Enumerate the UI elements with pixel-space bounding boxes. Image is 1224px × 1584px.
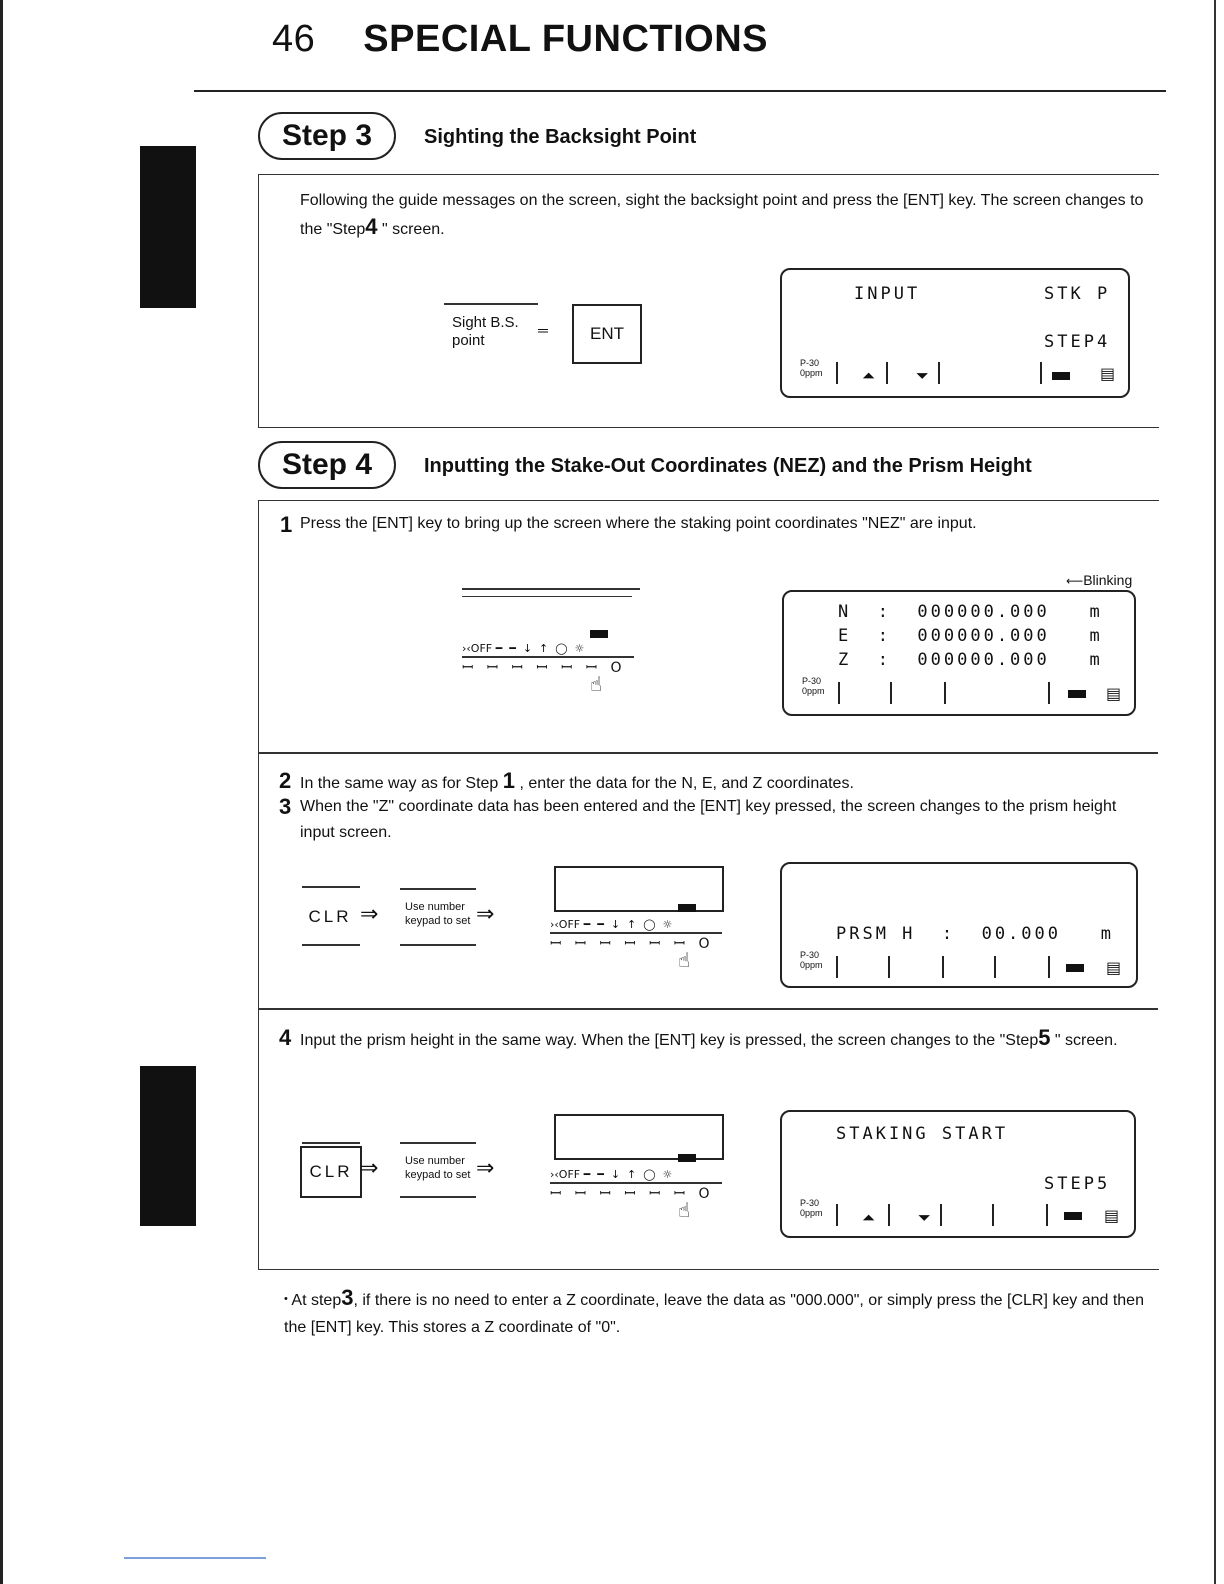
hand-pointer-icon: ☝ [678,1198,691,1222]
ent-indicator-icon [1066,964,1084,972]
hand-pointer-icon: ☝ [678,948,691,972]
lcd-step3-status: P-30 0ppm [800,358,823,378]
lcd-staking-start [780,1110,1136,1238]
lcd-divider [886,362,888,384]
keypad-label-row: ›‹OFF ━ ━ ↓ ↑ ◯ ☼ [550,918,673,931]
arrow-right-icon: ⇒ [360,902,379,927]
hand-pointer-icon: ☝ [590,672,603,696]
keypad-label-row: ›‹OFF ━ ━ ↓ ↑ ◯ ☼ [462,642,585,655]
lcd-divider [938,362,940,384]
sight-label-rule-top [444,303,538,305]
page-title [272,18,768,61]
battery-icon: ▤ [1104,1206,1120,1225]
item1-number: 1 [280,512,293,537]
clr-key[interactable]: CLR [308,907,352,926]
battery-icon: ▤ [1106,684,1122,703]
lcd-divider [1040,362,1042,384]
ent-key[interactable]: ENT [572,304,642,364]
item2-text: In the same way as for Step 1 , enter the data for the N, E, and Z coordinates. [300,768,854,793]
lcd-staking-line2: STEP5 [1044,1174,1111,1194]
battery-icon: ▤ [1106,958,1122,977]
ent-indicator-icon [678,904,696,912]
keypad-hint: Use number keypad to set [405,901,471,927]
keypad-keys: ꟷ ꟷ ꟷ ꟷ ꟷ ꟷ O [550,936,710,952]
header-rule [194,90,1166,92]
ent-indicator-icon [590,630,608,638]
footnote: • At step3, if there is no need to enter a Z coordinate, leave the data as "000.000", or simply press the [CLR] key and then the [ENT] key. This stores a Z coordinate of "0". [284,1285,1144,1336]
step3-badge: Step 3 [258,112,396,160]
keypad-panel-3 [550,1108,728,1220]
page-right-edge [1214,0,1216,1584]
up-arrow-icon: ⏶ [862,366,875,385]
blinking-label: ⟵Blinking [1066,572,1133,588]
step4-badge: Step 4 [258,441,396,489]
item2-number: 2 [279,768,292,793]
thumb-tab-upper [140,146,196,308]
page-left-edge [0,0,3,1584]
lcd-prism-height [780,862,1138,988]
lcd-nez-status: P-30 0ppm [802,676,825,696]
ent-indicator-icon [1052,372,1070,380]
page-number: 46 [272,18,316,60]
keypad-panel-1 [462,588,640,696]
keypad-keys: ꟷ ꟷ ꟷ ꟷ ꟷ ꟷ O [462,660,622,676]
keypad-label-row: ›‹OFF ━ ━ ↓ ↑ ◯ ☼ [550,1168,673,1181]
lcd-step3-line2-right: STEP4 [1044,332,1111,352]
keypad-hint: Use number keypad to set [405,1155,471,1181]
item1-text: Press the [ENT] key to bring up the screen where the staking point coordinates "NEZ" are input. [300,515,977,532]
lcd-prism-status: P-30 0ppm [800,950,823,970]
footer-mark [124,1557,266,1559]
thumb-tab-lower [140,1066,196,1226]
step4-title: Inputting the Stake-Out Coordinates (NEZ) and the Prism Height [424,455,1032,477]
battery-icon: ▤ [1100,364,1116,383]
page-title-text: SPECIAL FUNCTIONS [363,18,768,60]
lcd-step3 [780,268,1130,398]
section-rule [258,752,1158,754]
ent-indicator-icon [1064,1212,1082,1220]
lcd-staking-status: P-30 0ppm [800,1198,823,1218]
lcd-nez-row-z: Z : 000000.000 m [838,650,1103,670]
down-arrow-icon: ⏷ [916,366,929,385]
lcd-step3-line1-left: INPUT [854,284,921,304]
sight-dash: ═ [538,322,548,338]
arrow-right-icon: ⇒ [476,902,495,927]
lcd-prism-row: PRSM H : 00.000 m [836,924,1114,944]
ent-indicator-icon [678,1154,696,1162]
step3-title: Sighting the Backsight Point [424,126,697,148]
item3-number: 3 [279,794,292,819]
up-arrow-icon: ⏶ [862,1208,875,1227]
item3-text: When the "Z" coordinate data has been entered and the [ENT] key pressed, the screen changes to the prism height input screen. [300,798,1117,841]
keypad-panel-2 [550,860,728,970]
lcd-nez [782,590,1136,716]
lcd-staking-line1: STAKING START [836,1124,1009,1144]
lcd-step3-line1-right: STK P [1044,284,1111,304]
section-rule [258,1008,1158,1010]
lcd-nez-row-n: N : 000000.000 m [838,602,1103,622]
down-arrow-icon: ⏷ [918,1208,931,1227]
ent-indicator-icon [1068,690,1086,698]
item4-text: Input the prism height in the same way. When the [ENT] key is pressed, the screen changes to the "Step5 " screen. [300,1025,1118,1050]
lcd-nez-row-e: E : 000000.000 m [838,626,1103,646]
keypad-keys: ꟷ ꟷ ꟷ ꟷ ꟷ ꟷ O [550,1186,710,1202]
clr-key[interactable]: CLR [300,1146,362,1198]
arrow-right-icon: ⇒ [476,1156,495,1181]
sight-label: Sight B.S. point [452,314,519,349]
lcd-divider [836,362,838,384]
arrow-right-icon: ⇒ [360,1156,379,1181]
item4-number: 4 [279,1025,292,1050]
step3-text: Following the guide messages on the screen, sight the backsight point and press the [ENT] key. The screen changes to the "Step4 " screen. [300,192,1144,239]
